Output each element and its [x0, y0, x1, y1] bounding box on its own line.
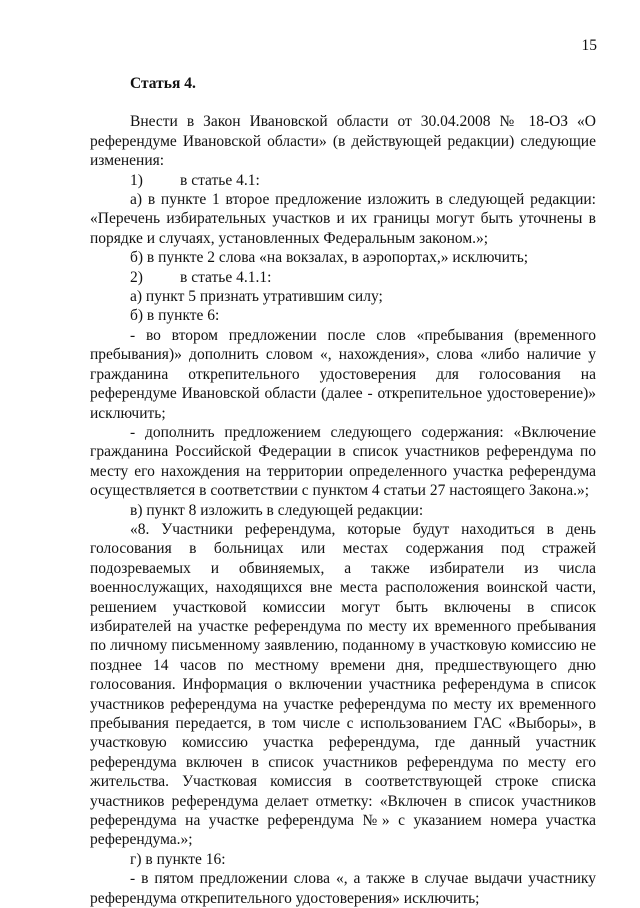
paragraph-2b: б) в пункте 6:: [130, 307, 220, 325]
list-item-number: 1): [130, 171, 143, 189]
paragraph-2c-quote: «8. Участники референдума, которые будут находиться в день голосования в больницах или местах содержания под стражей подозреваемых и обвиняемых, а также избиратели из числа военнослужащих, находящихся вне места расположения воинской части, решением участковой комиссии могут быть включены в список избирателей на участке референдума по месту их временного пребывания по личному письменному заявлению, поданному в участковую комиссию не позднее 14 часов по местному времени дня, предшествующего дню голосования. Информация о включении участника референдума в список участников референдума на участке референдума по месту их временного пребывания передается, в том числе с использованием ГАС «Выборы», в участковую комиссию участка референдума, где данный участник референдума включен в список участников референдума по месту его жительства. Участковая комиссия в соответствующей строке списка участников референдума делает отметку: «Включен в список участников референдума на участке референдума №» с указанием номера участка референдума.»;: [90, 520, 596, 849]
paragraph-intro: Внести в Закон Ивановской области от 30.04.2008 № 18-ОЗ «О референдуме Ивановской области» (в действующей редакции) следующие изменения:: [90, 113, 596, 170]
paragraph-1a: а) в пункте 1 второе предложение изложить в следующей редакции: «Перечень избирательных участков и их границы могут быть уточнены в порядке и случаях, установленных Федеральным законом.»;: [90, 191, 596, 247]
article-title: Статья 4.: [130, 75, 196, 92]
paragraph-2b-dash2: - дополнить предложением следующего содержания: «Включение гражданина Российской Федерации в список участников референдума по месту его нахождения на территории определенного участка референдума осуществляется в соответствии с пунктом 4 статьи 27 настоящего Закона.»;: [90, 423, 596, 500]
paragraph-2d-dash1: - в пятом предложении слова «, а также в случае выдачи участнику референдума открепительного удостоверения» исключить;: [90, 870, 596, 907]
paragraph-1b: б) в пункте 2 слова «на вокзалах, в аэропортах,» исключить;: [130, 249, 529, 267]
page-number: 15: [581, 37, 597, 54]
list-item-number: 2): [130, 268, 143, 286]
list-item-1: [90, 171, 596, 190]
document-body: [90, 74, 596, 908]
list-item-2: [90, 268, 596, 287]
paragraph-2c: в) пункт 8 изложить в следующей редакции:: [130, 501, 424, 519]
paragraph-2b-dash1: - во втором предложении после слов «пребывания (временного пребывания)» дополнить словом «, нахождения», слова «либо наличие у гражданина открепительного удостоверения для голосования на референдуме Ивановской области (далее - открепительное удостоверение)» исключить;: [90, 326, 596, 422]
list-item-text: в статье 4.1:: [180, 171, 260, 189]
paragraph-2d: г) в пункте 16:: [130, 850, 226, 868]
paragraph-2a: а) пункт 5 признать утратившим силу;: [130, 288, 383, 306]
list-item-text: в статье 4.1.1:: [180, 268, 272, 286]
